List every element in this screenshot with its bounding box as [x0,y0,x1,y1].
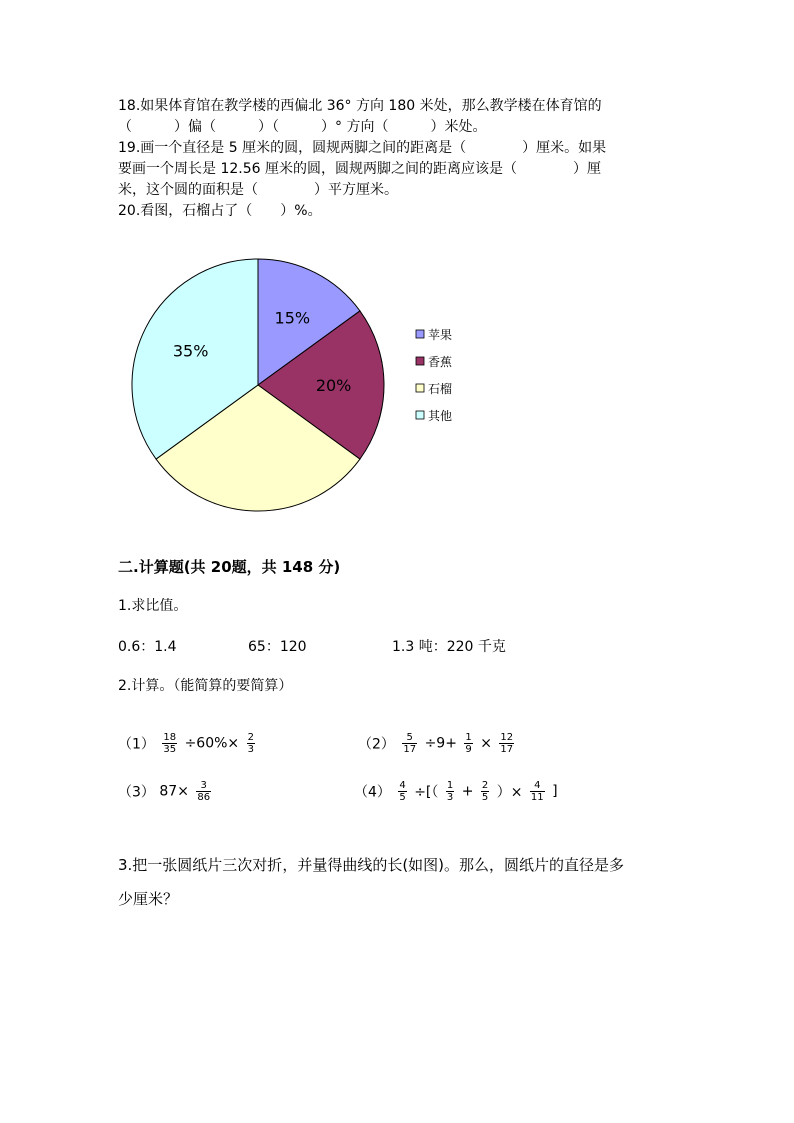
legend-label-3: 石榴 [428,382,453,396]
operator: ÷9+ [424,735,457,752]
fraction: $\frac{12}{17}$ [500,732,514,755]
legend-swatch-4 [416,411,424,419]
expr-3 [118,780,214,803]
fraction: $\frac{1}{9}$ [465,732,472,755]
p1-title: 1.求比值。 [118,598,188,614]
operator: ] [552,783,558,800]
ratio-item-2: 65：120 [248,639,307,655]
legend-swatch-2 [416,357,424,365]
q18-line1: 18.如果体育馆在教学楼的西偏北 36° 方向 180 米处，那么教学楼在体育馆的 [118,98,602,114]
section2-title: 二.计算题(共 20题，共 148 分) [118,558,341,576]
operator: 87× [159,783,189,800]
legend-label-1: 苹果 [428,328,453,342]
fraction: $\frac{4}{11}$ [530,780,544,803]
fraction: $\frac{1}{3}$ [446,780,454,803]
expr-2 [358,732,517,755]
operator: × [480,735,492,752]
q19-line1: 19.画一个直径是 5 厘米的圆，圆规两脚之间的距离是（ ）厘米。如果 [118,140,607,156]
expr-label: （3） [118,784,155,801]
expr-1 [118,732,258,755]
q20-text: 20.看图，石榴占了（ ）%。 [118,203,322,219]
legend-swatch-3 [416,384,424,392]
q19-line2: 要画一个周长是 12.56 厘米的圆，圆规两脚之间的距离应该是（ ）厘 [118,161,601,177]
legend-swatch-1 [416,330,424,338]
fraction: $\frac{3}{86}$ [197,780,211,803]
pie-data-label-2: 20% [315,376,352,395]
q18-line2: （ ）偏（ ）（ ）° 方向（ ）米处。 [118,119,487,135]
legend-label-2: 香蕉 [428,355,453,369]
fraction: $\frac{18}{35}$ [163,732,177,755]
operator: ÷60%× [184,735,240,752]
p2-title: 2.计算。（能简算的要简算） [118,678,293,694]
operator: ）× [496,784,523,801]
fraction: $\frac{5}{17}$ [403,732,417,755]
p3-line1: 3.把一张圆纸片三次对折，并量得曲线的长(如图)。那么，圆纸片的直径是多 [118,856,625,874]
ratio-item-3: 1.3 吨：220 千克 [392,639,506,655]
operator: + [461,783,474,800]
fraction: $\frac{4}{5}$ [399,780,406,803]
q19-line3: 米，这个圆的面积是（ ）平方厘米。 [118,182,398,198]
expr-label: （2） [358,736,395,753]
fraction: $\frac{2}{3}$ [247,732,254,755]
legend-label-4: 其他 [428,409,453,423]
expr-label: （1） [118,736,155,753]
ratio-item-1: 0.6：1.4 [118,639,177,655]
pie-data-label-4: 35% [172,341,209,361]
p3-line2: 少厘米？ [118,890,179,908]
pie-chart [120,250,480,520]
expr-label: （4） [354,784,391,801]
pie-data-label-1: 15% [274,308,311,328]
expr-4 [354,780,558,803]
fraction: $\frac{2}{5}$ [481,780,489,803]
operator: ÷[（ [414,784,439,801]
